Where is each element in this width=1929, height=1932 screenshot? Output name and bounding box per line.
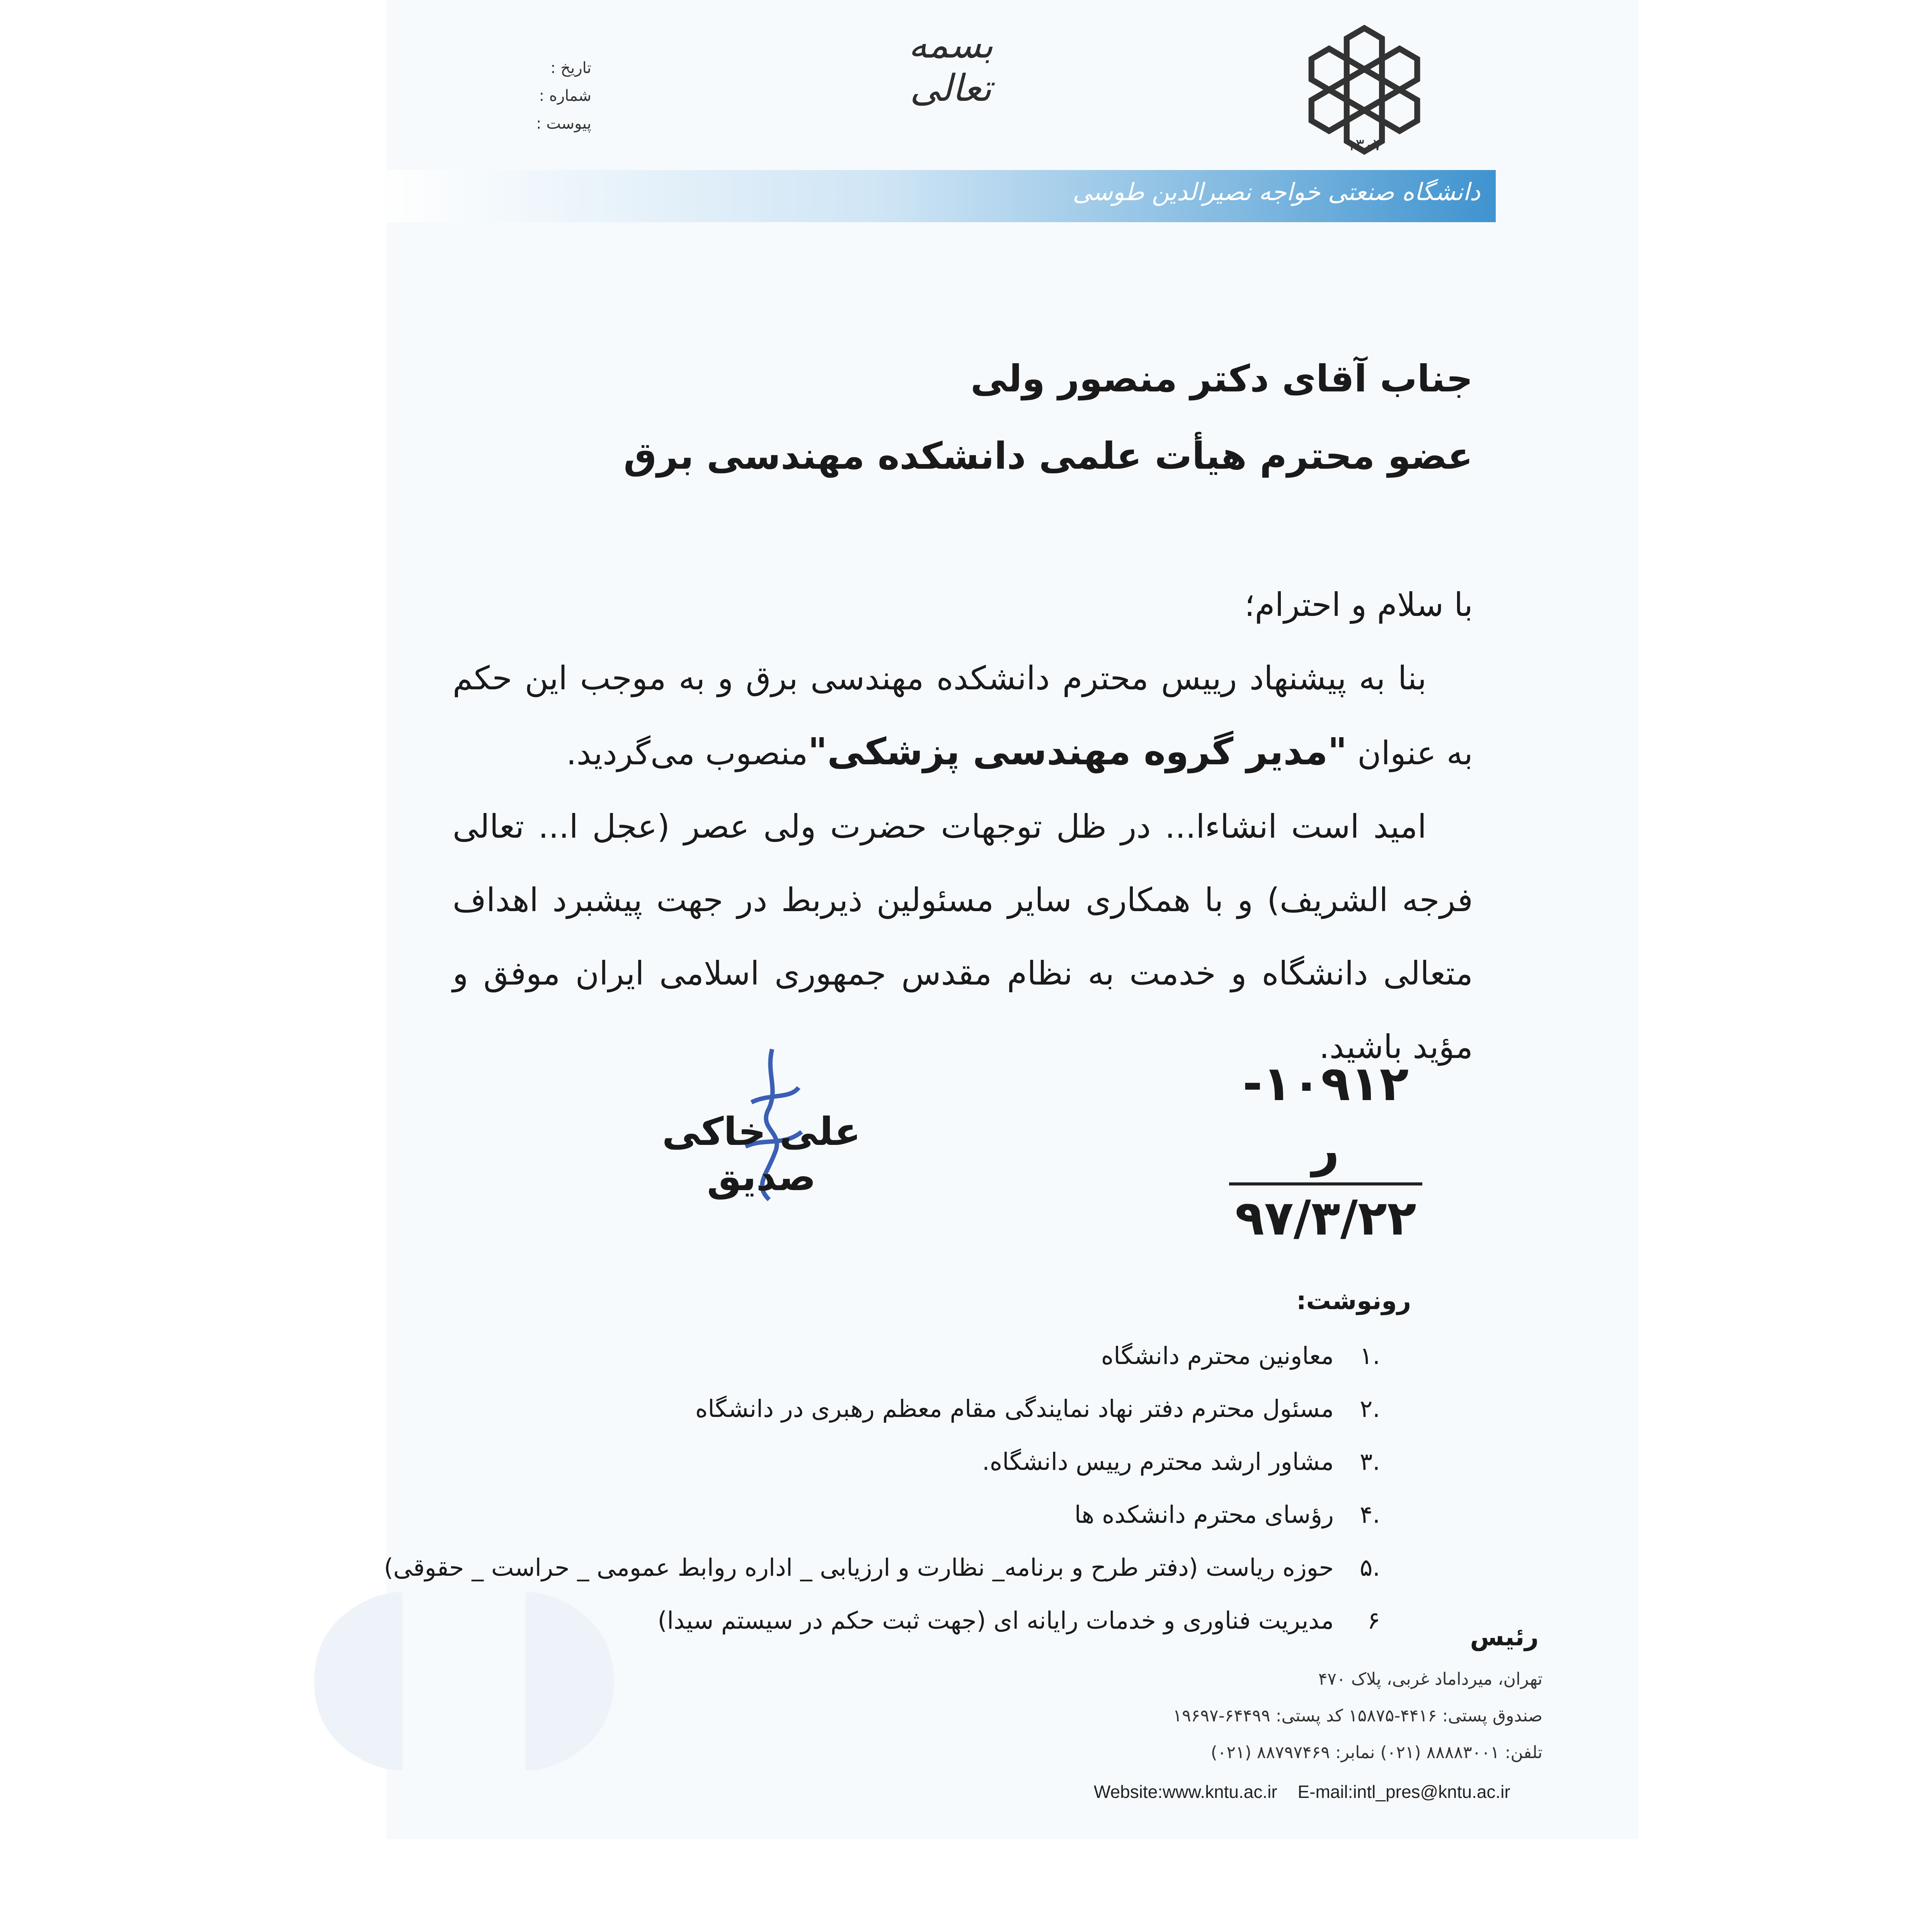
appointment-text-end: منصوب می‌گردید. [566,734,808,772]
cc-item-text: مسئول محترم دفتر نهاد نمایندگی مقام معظم رهبری در دانشگاه [695,1395,1334,1423]
letter-body [453,568,1473,1083]
cc-item [375,1329,1380,1382]
recipient-title: عضو محترم هیأت علمی دانشکده مهندسی برق [623,434,1473,478]
cc-item-number: .۵ [1359,1553,1380,1582]
attachment-label: پیوست : [536,115,591,133]
document-date: ۹۷/۳/۲۲ [1235,1190,1417,1246]
appointed-position: "مدیر گروه مهندسی پزشکی" [808,730,1347,773]
cc-item [375,1382,1380,1435]
footer-title: رئیس [1470,1623,1539,1651]
cc-item-number: .۳ [1359,1447,1380,1476]
letter-meta-fields [491,54,591,138]
cc-item-text: مدیریت فناوری و خدمات رایانه ای (جهت ثبت حکم در سیستم سیدا) [657,1606,1334,1634]
recipient-block [468,340,1473,495]
appointment-text: بنا به پیشنهاد رییس محترم دانشکده مهندسی برق و به موجب این حکم به عنوان [453,659,1473,772]
document-number: ۱۰۹۱۲- ر [1229,1051,1422,1185]
number-label: شماره : [539,87,591,105]
signatory-name: علی خاکی صدیق [662,1109,861,1199]
cc-list [375,1329,1380,1647]
footer-contact [1094,1781,1526,1802]
closing-paragraph: امید است انشاءا... در ظل توجهات حضرت ولی عصر (عجل ا... تعالی فرجه الشریف) و با همکاری سایر مسئولین ذیربط در جهت پیشبرد اهداف متعالی دانشگاه و خدمت به نظام مقدس جمهوری اسلامی ایران موفق و مؤید باشید. [453,808,1473,1066]
cc-item-number: .۱ [1359,1342,1380,1370]
banner-university-name: دانشگاه صنعتی خواجه نصیرالدین طوسی [1073,178,1480,206]
footer-website: Website:www.kntu.ac.ir [1094,1782,1277,1802]
footer-email: E-mail:intl_pres@kntu.ac.ir [1297,1782,1510,1802]
cc-item-number: .۴ [1359,1500,1380,1529]
appointment-paragraph [453,641,1473,790]
cc-item [375,1541,1380,1594]
cc-heading: رونوشت: [1296,1287,1411,1315]
footer-phone: تلفن: ۸۸۸۸۳۰۰۱ (۰۲۱) نمابر: ۸۸۷۹۷۴۶۹ (۰۲۱) [1211,1743,1543,1762]
cc-item [375,1435,1380,1488]
greeting: با سلام و احترام؛ [1244,586,1473,624]
university-banner [379,170,1496,222]
bismillah-heading: بسمه تعالی [908,23,993,110]
faded-watermark: ◖ ◗ [301,1526,627,1796]
logo-founding-year: ۱۳۰۷ [1347,135,1382,154]
recipient-name: جناب آقای دکتر منصور ولی [970,357,1473,400]
footer-postal: صندوق پستی: ۴۴۱۶-۱۵۸۷۵ کد پستی: ۶۴۴۹۹-۱۹۶۹۷ [1173,1706,1543,1726]
cc-item [375,1594,1380,1647]
cc-item-text: معاونین محترم دانشگاه [1101,1342,1334,1370]
cc-item [375,1488,1380,1541]
footer-address: تهران، میرداماد غربی، پلاک ۴۷۰ [1318,1669,1543,1689]
document-number-block [1217,1051,1434,1251]
cc-item-text: مشاور ارشد محترم رییس دانشگاه. [982,1447,1334,1476]
date-label: تاریخ : [550,59,591,77]
cc-item-number: .۲ [1359,1395,1380,1423]
cc-item-text: حوزه ریاست (دفتر طرح و برنامه_ نظارت و ارزیابی _ اداره روابط عمومی _ حراست _ حقوقی) [384,1553,1334,1582]
cc-item-text: رؤسای محترم دانشکده ها [1074,1500,1334,1529]
cc-item-number: ۶ [1367,1606,1380,1634]
